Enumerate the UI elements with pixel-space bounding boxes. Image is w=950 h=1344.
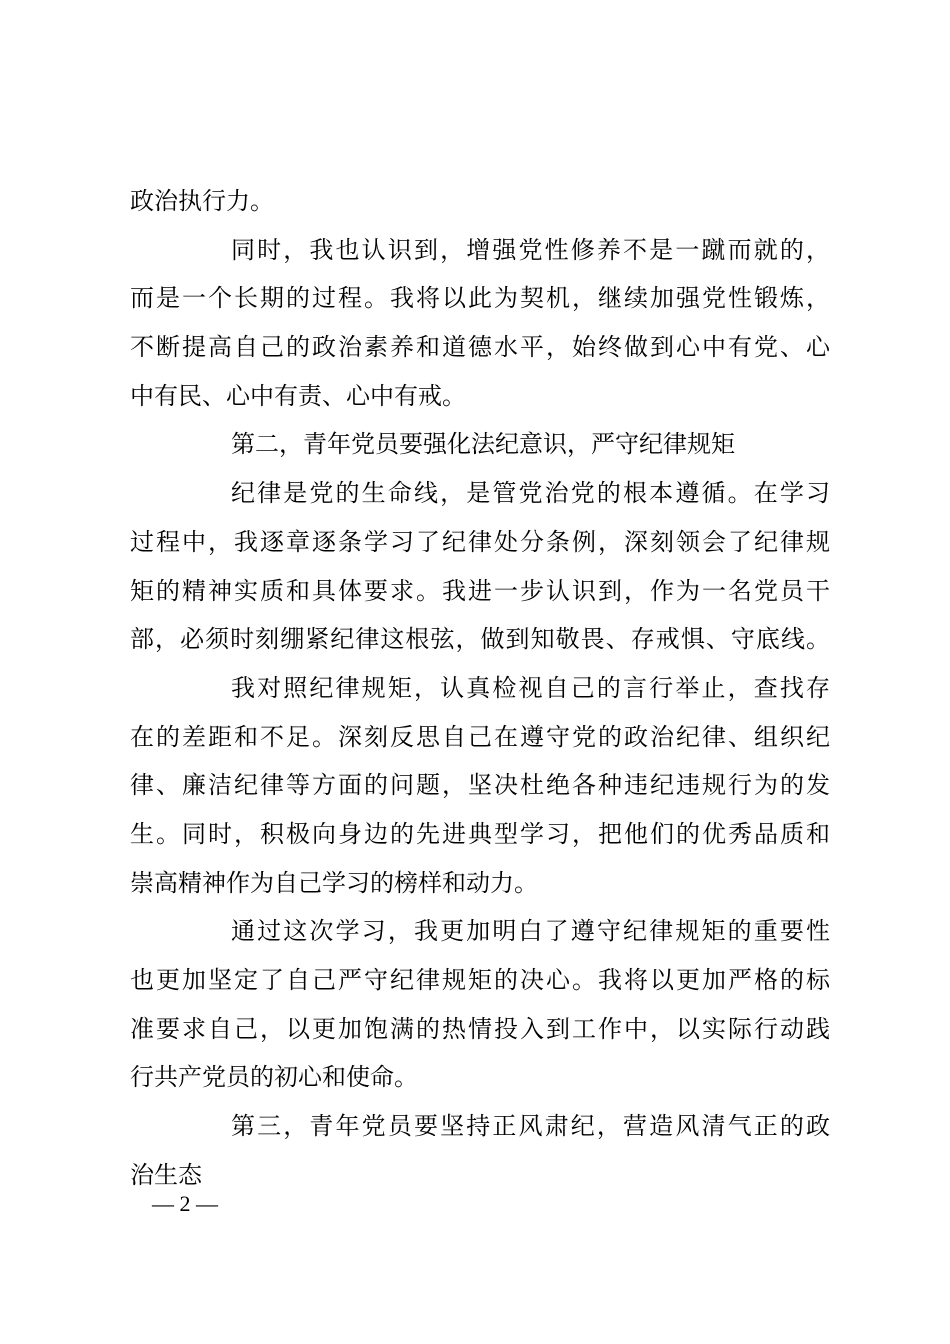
text-line: 矩的精神实质和具体要求。我进一步认识到，作为一名党员干	[130, 576, 830, 605]
text-line: 中有民、心中有责、心中有戒。	[130, 381, 466, 410]
text-line: 不断提高自己的政治素养和道德水平，始终做到心中有党、心	[130, 333, 830, 362]
text-line: 也更加坚定了自己严守纪律规矩的决心。我将以更加严格的标	[130, 966, 830, 994]
section-heading: 治生态	[130, 1160, 202, 1189]
document-body	[130, 177, 830, 1199]
text-line: 同时，我也认识到，增强党性修养不是一蹴而就的，	[231, 235, 830, 264]
section-heading: 第三，青年党员要坚持正风肃纪，营造风清气正的政	[231, 1112, 830, 1141]
text-line: 政治执行力。	[130, 187, 274, 215]
text-line: 通过这次学习，我更加明白了遵守纪律规矩的重要性	[231, 917, 830, 946]
text-line: 而是一个长期的过程。我将以此为契机，继续加强党性锻炼，	[130, 284, 830, 313]
text-line: 我对照纪律规矩，认真检视自己的言行举止，查找存	[231, 673, 830, 702]
text-line: 生。同时，积极向身边的先进典型学习，把他们的优秀品质和	[130, 819, 830, 848]
text-line: 纪律是党的生命线，是管党治党的根本遵循。在学习	[231, 479, 830, 508]
text-line: 崇高精神作为自己学习的榜样和动力。	[130, 868, 538, 897]
text-line: 行共产党员的初心和使命。	[130, 1063, 418, 1092]
text-line: 过程中，我逐章逐条学习了纪律处分条例，深刻领会了纪律规	[130, 527, 830, 556]
text-line: 部，必须时刻绷紧纪律这根弦，做到知敬畏、存戒惧、守底线。	[130, 625, 830, 654]
page-number: — 2 —	[152, 1191, 218, 1216]
text-line: 在的差距和不足。深刻反思自己在遵守党的政治纪律、组织纪	[130, 722, 830, 751]
section-heading: 第二，青年党员要强化法纪意识，严守纪律规矩	[231, 430, 735, 459]
text-line: 准要求自己，以更加饱满的热情投入到工作中，以实际行动践	[130, 1014, 830, 1043]
text-line: 律、廉洁纪律等方面的问题，坚决杜绝各种违纪违规行为的发	[130, 771, 830, 800]
